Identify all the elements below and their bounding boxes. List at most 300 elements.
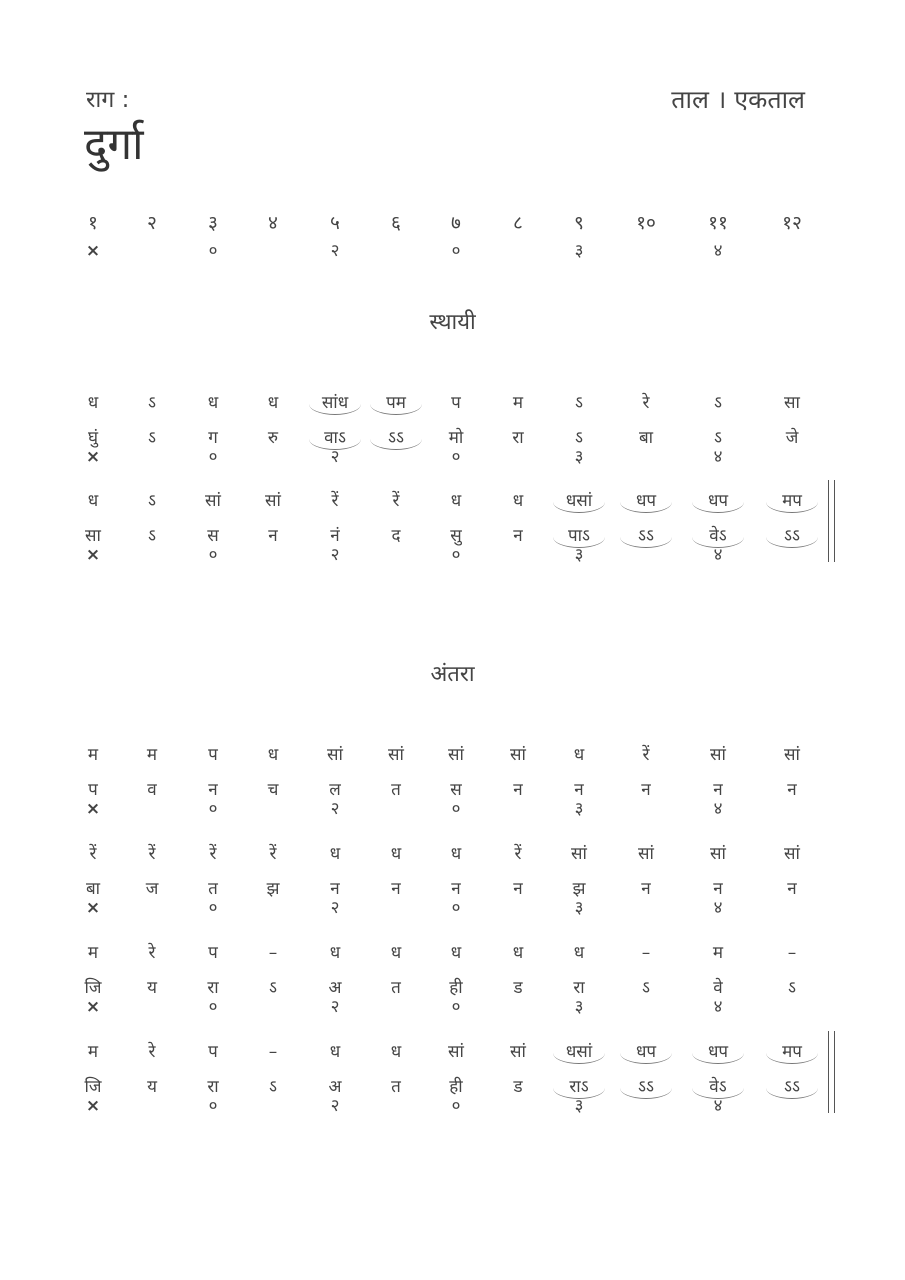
swar-note (63, 488, 123, 514)
sthayi-title: स्थायी (429, 310, 476, 335)
bol-syllable-text: जि (84, 1077, 102, 1097)
tali-mark (305, 448, 365, 466)
tali-mark (183, 800, 243, 818)
tali-mark-text: २ (330, 241, 340, 261)
swar-note (183, 841, 243, 867)
beat-number-text: २ (147, 212, 157, 234)
swar-note-text: पम (386, 393, 406, 413)
swar-note (688, 390, 748, 416)
swar-note (426, 488, 486, 514)
swar-note-text: – (268, 1042, 278, 1062)
swar-note (426, 390, 486, 416)
swar-note (549, 841, 609, 867)
tali-mark-text: ४ (713, 447, 723, 467)
tali-mark-text: × (85, 1096, 101, 1116)
swar-note (616, 841, 676, 867)
swar-note-text: म (87, 943, 99, 963)
swar-note (305, 1039, 365, 1065)
antara-tali-row (0, 1097, 905, 1123)
tali-mark (183, 546, 243, 564)
bol-syllable-text: ऽऽ (638, 1077, 654, 1097)
swar-note (688, 488, 748, 514)
bol-syllable-text: य (147, 978, 157, 998)
tali-mark-text: २ (330, 545, 340, 565)
tali-mark (549, 546, 609, 564)
bol-syllable-text: न (513, 879, 523, 899)
swar-note-text: म (512, 393, 524, 413)
bol-syllable-text: ही (449, 1077, 463, 1097)
swar-note-text: सां (710, 844, 726, 864)
antara-title: अंतरा (430, 662, 475, 687)
tali-mark-text: ० (208, 447, 218, 467)
swar-note (63, 841, 123, 867)
swar-note (688, 841, 748, 867)
swar-note-text: रें (514, 844, 522, 864)
swar-note (426, 841, 486, 867)
tali-mark (426, 800, 486, 818)
bol-syllable-text: ऽ (788, 978, 796, 998)
swar-note (762, 1039, 822, 1065)
tali-mark-text: २ (330, 898, 340, 918)
antara-tali-row (0, 998, 905, 1024)
bol-syllable-text: न (208, 780, 218, 800)
swar-note-text: रें (89, 844, 97, 864)
tali-mark (305, 899, 365, 917)
tali-mark-text: २ (330, 447, 340, 467)
swar-note (305, 940, 365, 966)
bol-syllable-text: ऽ (642, 978, 650, 998)
meend-slur-arc (692, 502, 744, 513)
tali-mark-text: ० (208, 1096, 218, 1116)
swar-note-text: सां (448, 1042, 464, 1062)
swar-note (122, 841, 182, 867)
antara-swar-row (0, 841, 905, 867)
tali-mark-text: × (85, 241, 101, 261)
beat-number-text: ११ (708, 212, 728, 234)
swar-note-text: धप (635, 1042, 657, 1062)
beat-number-text: १२ (782, 212, 802, 234)
tali-mark (426, 899, 486, 917)
swar-note (762, 742, 822, 768)
swar-note (366, 1039, 426, 1065)
tali-mark (549, 448, 609, 466)
swar-note-text: – (787, 943, 797, 963)
tali-mark-text: ० (451, 545, 461, 565)
bol-syllable-text: मो (448, 428, 464, 448)
tali-mark-text: ० (451, 447, 461, 467)
swar-note-text: ऽ (148, 393, 156, 413)
tali-mark-text: ३ (574, 545, 584, 565)
meend-slur-arc (766, 1053, 818, 1064)
tali-mark-text: २ (330, 1096, 340, 1116)
swar-note-text: रें (269, 844, 277, 864)
tali-mark (426, 998, 486, 1016)
tali-mark-text: × (85, 545, 101, 565)
tali-mark-text: ० (451, 997, 461, 1017)
bol-syllable-text: ड (513, 978, 523, 998)
swar-note-text: सां (388, 745, 404, 765)
beat-number (688, 210, 748, 236)
bol-syllable-text: जि (84, 978, 102, 998)
bol-syllable-text: स (207, 526, 219, 546)
tali-mark-text: ० (208, 545, 218, 565)
tali-mark-text: ४ (713, 241, 723, 261)
swar-note (243, 742, 303, 768)
swar-note-text: प (208, 943, 218, 963)
taal-name: ताल । एकताल (671, 85, 805, 114)
swar-note (63, 390, 123, 416)
bol-syllable-text: व (147, 780, 157, 800)
swar-note-text: ध (87, 491, 99, 511)
swar-note-text: प (451, 393, 461, 413)
tali-mark-text: ४ (713, 1096, 723, 1116)
swar-note-text: ध (573, 745, 585, 765)
swar-note (243, 940, 303, 966)
bol-syllable-text: सु (450, 526, 462, 546)
bol-syllable-text: ग (208, 428, 218, 448)
tali-mark (549, 242, 609, 260)
swar-note-text: सां (205, 491, 221, 511)
bol-syllable-text: च (267, 780, 279, 800)
bol-syllable-text: न (574, 780, 584, 800)
swar-note-text: ऽ (148, 491, 156, 511)
meend-slur-arc (620, 502, 672, 513)
tali-mark (183, 242, 243, 260)
swar-note (63, 742, 123, 768)
bol-syllable-text: न (330, 879, 340, 899)
swar-note-text: ध (512, 943, 524, 963)
swar-note-text: मप (782, 1042, 802, 1062)
bol-syllable-text: त (391, 1077, 401, 1097)
tali-mark (305, 242, 365, 260)
bol-syllable-text: ऽ (575, 428, 583, 448)
swar-note (183, 390, 243, 416)
swar-note (183, 488, 243, 514)
swar-note-text: रें (148, 844, 156, 864)
tali-mark (305, 800, 365, 818)
bol-syllable-text: वाऽ (324, 428, 346, 448)
bol-syllable-text: ऽऽ (638, 526, 654, 546)
swar-note (243, 488, 303, 514)
meend-slur-arc (620, 1053, 672, 1064)
tali-mark (426, 448, 486, 466)
bol-syllable-text: न (451, 879, 461, 899)
swar-note-text: म (87, 1042, 99, 1062)
bol-syllable-text: सा (85, 526, 101, 546)
antara-tali-row (0, 800, 905, 826)
swar-note-text: सां (510, 745, 526, 765)
tali-mark (63, 998, 123, 1016)
swar-note (616, 940, 676, 966)
beat-number (426, 210, 486, 236)
swar-note-text: ध (207, 393, 219, 413)
swar-note (426, 1039, 486, 1065)
beat-number (549, 210, 609, 236)
tali-mark-text: ३ (574, 241, 584, 261)
tali-mark-text: ३ (574, 997, 584, 1017)
bol-syllable-text: ऽ (269, 1077, 277, 1097)
swar-note-text: ध (512, 491, 524, 511)
double-barline (828, 1031, 835, 1113)
tali-mark (305, 998, 365, 1016)
bol-syllable-text: य (147, 1077, 157, 1097)
antara-swar-row (0, 1039, 905, 1065)
bol-syllable-text: न (641, 780, 651, 800)
bol-syllable-text: ल (329, 780, 341, 800)
swar-note (762, 488, 822, 514)
bol-syllable-text: ड (513, 1077, 523, 1097)
tali-mark (549, 998, 609, 1016)
tali-mark-text: × (85, 898, 101, 918)
tali-mark (183, 998, 243, 1016)
tali-mark-text: ४ (713, 898, 723, 918)
swar-note (488, 390, 548, 416)
bol-syllable-text: रा (573, 978, 585, 998)
tali-mark-text: ३ (574, 799, 584, 819)
tali-mark (549, 899, 609, 917)
tali-mark (63, 800, 123, 818)
bol-syllable-text: नं (330, 526, 340, 546)
beat-number-text: ६ (391, 212, 401, 234)
swar-note (488, 940, 548, 966)
swar-note (305, 390, 365, 416)
tali-mark-text: ० (208, 997, 218, 1017)
beat-number-text: ५ (330, 212, 340, 234)
bol-syllable-text: झ (572, 879, 586, 899)
tali-mark (688, 800, 748, 818)
swar-note (688, 1039, 748, 1065)
swar-note-text: मप (782, 491, 802, 511)
beat-number-text: १० (636, 212, 656, 234)
swar-note-text: ध (573, 943, 585, 963)
tali-mark (305, 1097, 365, 1115)
swar-note-text: धप (707, 491, 729, 511)
swar-note-text: ध (329, 943, 341, 963)
bol-syllable-text: न (641, 879, 651, 899)
tali-mark (183, 899, 243, 917)
tali-mark (305, 546, 365, 564)
bol-syllable-text: प (88, 780, 98, 800)
sthayi-swar-row (0, 390, 905, 416)
tali-mark (688, 546, 748, 564)
sthayi-tali-row (0, 546, 905, 572)
beat-number (762, 210, 822, 236)
swar-note-text: रे (642, 393, 650, 413)
swar-note (762, 390, 822, 416)
swar-note-text: ध (450, 943, 462, 963)
swar-note-text: ध (390, 844, 402, 864)
tali-mark (63, 242, 123, 260)
swar-note-text: धसां (565, 491, 593, 511)
swar-note (616, 390, 676, 416)
bol-syllable-text: न (713, 879, 723, 899)
swar-note (426, 742, 486, 768)
beat-tali-row (0, 242, 905, 268)
bol-syllable-text: न (713, 780, 723, 800)
tali-mark-text: ३ (574, 1096, 584, 1116)
tali-mark-text: ३ (574, 898, 584, 918)
bol-syllable-text: न (268, 526, 278, 546)
swar-note (488, 488, 548, 514)
swar-note-text: ध (329, 1042, 341, 1062)
meend-slur-arc (370, 404, 422, 415)
swar-note-text: ऽ (575, 393, 583, 413)
beat-number (305, 210, 365, 236)
beat-number (63, 210, 123, 236)
swar-note-text: सांध (321, 393, 349, 413)
swar-note-text: म (146, 745, 158, 765)
bol-syllable-text: ऽऽ (388, 428, 404, 448)
antara-tali-row (0, 899, 905, 925)
tali-mark (688, 998, 748, 1016)
bol-syllable-text: न (513, 780, 523, 800)
swar-note-text: ध (450, 491, 462, 511)
double-barline (828, 480, 835, 562)
bol-syllable-text: रा (512, 428, 524, 448)
bol-syllable-text: न (391, 879, 401, 899)
sthayi-tali-row (0, 448, 905, 474)
tali-mark-text: ४ (713, 799, 723, 819)
swar-note (243, 1039, 303, 1065)
swar-note (122, 940, 182, 966)
swar-note-text: रें (392, 491, 400, 511)
swar-note (366, 841, 426, 867)
tali-mark (426, 546, 486, 564)
tali-mark-text: ० (208, 898, 218, 918)
beat-number-text: ८ (513, 212, 523, 234)
tali-mark (183, 1097, 243, 1115)
tali-mark (549, 800, 609, 818)
bol-syllable-text: ऽ (714, 428, 722, 448)
beat-number (122, 210, 182, 236)
swar-note (616, 742, 676, 768)
swar-note-text: सां (571, 844, 587, 864)
swar-note-text: ध (450, 844, 462, 864)
tali-mark-text: ० (451, 898, 461, 918)
beat-number (488, 210, 548, 236)
swar-note-text: सां (448, 745, 464, 765)
swar-note (366, 390, 426, 416)
beat-number (366, 210, 426, 236)
beat-number (183, 210, 243, 236)
beat-number-text: ३ (208, 212, 218, 234)
swar-note (305, 841, 365, 867)
swar-note (183, 940, 243, 966)
tali-mark-text: ४ (713, 545, 723, 565)
bol-syllable-text: अ (328, 978, 342, 998)
bol-syllable-text: त (391, 780, 401, 800)
bol-syllable-text: वेऽ (709, 526, 727, 546)
swar-note (366, 940, 426, 966)
swar-note-text: सां (510, 1042, 526, 1062)
swar-note (183, 742, 243, 768)
beat-number (243, 210, 303, 236)
swar-note (549, 940, 609, 966)
bol-syllable-text: घुं (87, 428, 99, 448)
bol-syllable-text: ऽ (269, 978, 277, 998)
tali-mark (63, 448, 123, 466)
swar-note (305, 742, 365, 768)
tali-mark-text: ४ (713, 997, 723, 1017)
meend-slur-arc (309, 404, 361, 415)
raag-label: राग : (86, 87, 130, 113)
swar-note (63, 1039, 123, 1065)
meend-slur-arc (766, 502, 818, 513)
meend-slur-arc (692, 1053, 744, 1064)
beat-number-text: ७ (451, 212, 461, 234)
swar-note-text: ध (87, 393, 99, 413)
bol-syllable-text: ही (449, 978, 463, 998)
swar-note-text: सां (784, 844, 800, 864)
tali-mark-text: ० (208, 799, 218, 819)
tali-mark (549, 1097, 609, 1115)
swar-note (488, 1039, 548, 1065)
beat-number-row (0, 210, 905, 236)
swar-note (688, 742, 748, 768)
swar-note (122, 1039, 182, 1065)
sthayi-swar-row (0, 488, 905, 514)
swar-note (122, 390, 182, 416)
swar-note-text: धसां (565, 1042, 593, 1062)
bol-syllable-text: रा (207, 978, 219, 998)
swar-note-text: धप (635, 491, 657, 511)
tali-mark (426, 242, 486, 260)
swar-note-text: – (268, 943, 278, 963)
bol-syllable-text: ऽ (148, 428, 156, 448)
tali-mark-text: ० (451, 241, 461, 261)
bol-syllable-text: स (450, 780, 462, 800)
swar-note (549, 742, 609, 768)
tali-mark (183, 448, 243, 466)
swar-note (366, 488, 426, 514)
bol-syllable-text: द (391, 526, 401, 546)
swar-note-text: सां (710, 745, 726, 765)
tali-mark-text: × (85, 799, 101, 819)
beat-number (616, 210, 676, 236)
antara-swar-row (0, 940, 905, 966)
tali-mark (688, 1097, 748, 1115)
bol-syllable-text: जे (785, 428, 799, 448)
bol-syllable-text: राऽ (569, 1077, 589, 1097)
swar-note-text: ध (329, 844, 341, 864)
tali-mark-text: ० (208, 241, 218, 261)
tali-mark (63, 546, 123, 564)
bol-syllable-text: न (513, 526, 523, 546)
bol-syllable-text: ऽऽ (784, 1077, 800, 1097)
raag-name: दुर्गा (84, 119, 144, 170)
swar-note (688, 940, 748, 966)
swar-note (762, 940, 822, 966)
swar-note (616, 488, 676, 514)
swar-note-text: सा (784, 393, 800, 413)
tali-mark-text: ० (451, 799, 461, 819)
swar-note (488, 742, 548, 768)
swar-note-text: रे (148, 1042, 156, 1062)
swar-note (122, 488, 182, 514)
tali-mark (688, 899, 748, 917)
bol-syllable-text: वे (713, 978, 723, 998)
swar-note (549, 488, 609, 514)
swar-note (549, 390, 609, 416)
bol-syllable-text: न (787, 780, 797, 800)
swar-note-text: ध (267, 745, 279, 765)
bol-syllable-text: बा (638, 428, 654, 448)
swar-note (183, 1039, 243, 1065)
swar-note-text: सां (327, 745, 343, 765)
swar-note-text: ऽ (714, 393, 722, 413)
tali-mark-text: ३ (574, 447, 584, 467)
beat-number-text: ४ (268, 212, 278, 234)
